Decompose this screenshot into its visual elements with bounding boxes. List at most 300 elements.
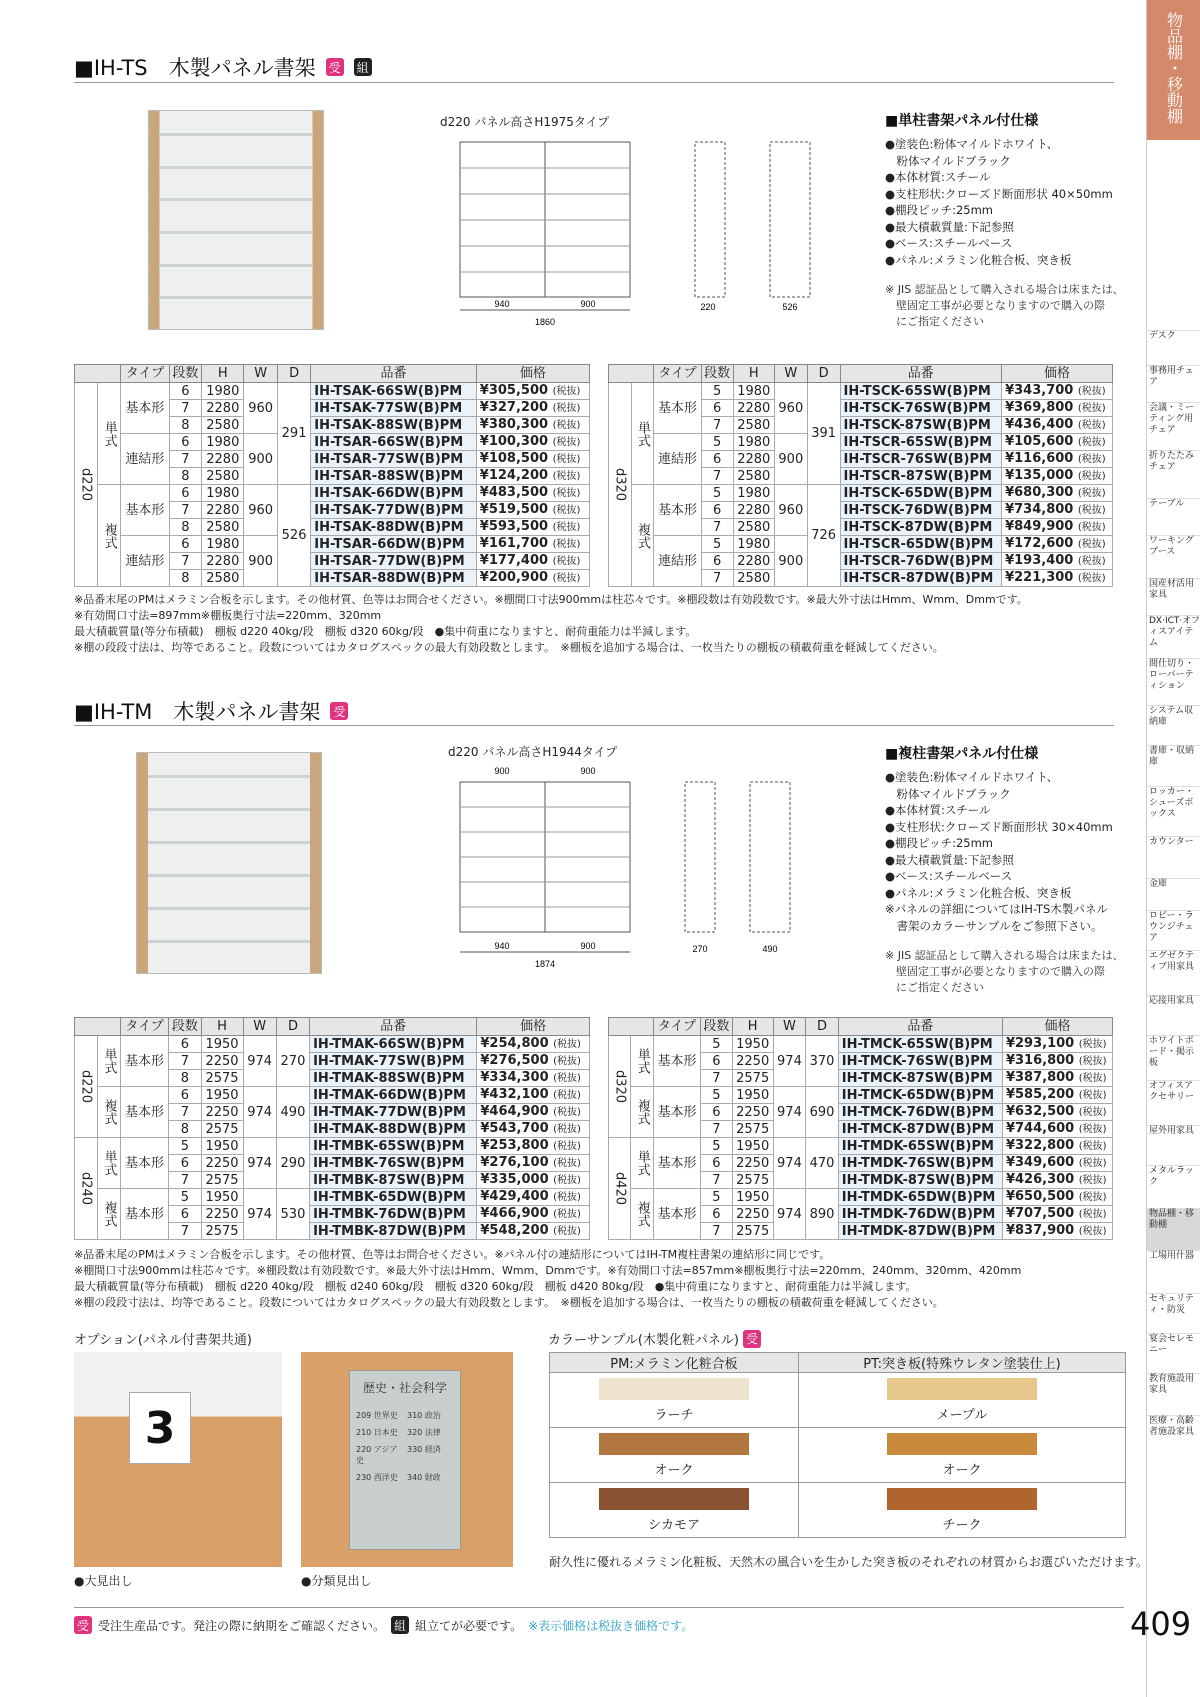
- price-cell: ¥585,200 (税抜): [1002, 1087, 1112, 1104]
- product-code-cell: IH-TSCK-76SW(B)PM: [840, 400, 1002, 417]
- price-cell: ¥221,300 (税抜): [1002, 570, 1113, 587]
- height-cell: 2280: [733, 553, 774, 570]
- tm-product-photo: [136, 752, 322, 974]
- tax-label: (税抜): [1077, 437, 1106, 448]
- sign-cell: 210 日本史: [356, 1428, 398, 1437]
- product-code-cell: IH-TSCK-87SW(B)PM: [840, 417, 1002, 434]
- header-cell: 品番: [840, 365, 1002, 383]
- product-code-cell: IH-TSAR-88SW(B)PM: [311, 468, 476, 485]
- spec-item: ●本体材質:スチール: [885, 170, 991, 184]
- price-cell: ¥349,600 (税抜): [1002, 1155, 1112, 1172]
- single-double-cell: 単式: [98, 1138, 121, 1189]
- header-cell: タイプ: [653, 1018, 700, 1036]
- sign-grid: [356, 1410, 454, 1483]
- stages-cell: 7: [169, 1053, 201, 1070]
- height-cell: 1980: [733, 536, 774, 553]
- sidebar-item[interactable]: ワーキングブース: [1147, 535, 1200, 578]
- header-cell: [75, 1018, 121, 1036]
- sidebar-item[interactable]: 宴会セレモニー: [1147, 1333, 1200, 1373]
- depth-cell: d320: [609, 1036, 631, 1138]
- color-name: チーク: [942, 1517, 982, 1533]
- stages-cell: 8: [169, 570, 202, 587]
- stages-cell: 7: [169, 400, 202, 417]
- svg-text:526: 526: [782, 302, 798, 312]
- sidebar-item[interactable]: ホワイトボード・掲示板: [1147, 1035, 1200, 1080]
- stages-cell: 7: [169, 553, 202, 570]
- tm-jis-note: [885, 948, 1125, 996]
- tm-title-text: ■IH-TM 木製パネル書架: [74, 700, 321, 724]
- product-code-cell: IH-TMBK-87DW(B)PM: [310, 1223, 477, 1240]
- header-cell: 価格: [1002, 1018, 1112, 1036]
- note-line: ※有効間口寸法=897mm※棚板奥行寸法=220mm、320mm: [74, 609, 382, 622]
- height-cell: 2580: [733, 570, 774, 587]
- svg-text:940: 940: [494, 941, 510, 951]
- tm-price-table-d320-d420: [608, 1017, 1113, 1240]
- spec-item: ●パネル:メラミン化粧合板、突き板: [885, 252, 1072, 267]
- table-row: [75, 434, 590, 451]
- width-cell: 974: [773, 1036, 806, 1087]
- height-cell: 2280: [202, 451, 244, 468]
- tax-label: (税抜): [553, 1056, 581, 1067]
- price-cell: ¥548,200 (税抜): [477, 1223, 590, 1240]
- product-code-cell: IH-TMDK-87SW(B)PM: [838, 1172, 1002, 1189]
- stages-cell: 6: [701, 1206, 733, 1223]
- height-cell: 2250: [732, 1053, 773, 1070]
- spec-item: ●最大積載質量:下記参照: [885, 852, 1014, 867]
- stages-cell: 6: [701, 1053, 733, 1070]
- tax-label: (税抜): [553, 1141, 581, 1152]
- type-cell: 基本形: [654, 485, 701, 536]
- price-cell: ¥483,500 (税抜): [476, 485, 589, 502]
- table-row: [75, 1189, 590, 1206]
- header-cell: [609, 1018, 654, 1036]
- note-line: ※棚の段段寸法は、均等であること。段数についてはカタログスペックの最大有効段数とします。 ※棚板を追加する場合は、一枚当たりの棚板の積載荷重を軽減してください。: [74, 1296, 944, 1309]
- table-row: [609, 1036, 1113, 1053]
- sidebar-item[interactable]: 医療・高齢者施設家具: [1147, 1415, 1200, 1460]
- color-swatch: [887, 1488, 1037, 1510]
- stages-cell: 7: [701, 417, 733, 434]
- height-cell: 2575: [732, 1121, 773, 1138]
- note-line: ※品番末尾のPMはメラミン合板を示します。その他材質、色等はお問合せください。※パネル付の連結形についてはIH-TM複柱書架の連結形に同じです。: [74, 1248, 831, 1261]
- depth-cell: d320: [609, 383, 632, 587]
- type-cell: 基本形: [121, 383, 169, 434]
- height-cell: 1980: [202, 383, 244, 400]
- sign-cell: 340 財政: [407, 1473, 441, 1482]
- type-cell: 基本形: [121, 1087, 169, 1138]
- sidebar-item[interactable]: 応接用家具: [1147, 995, 1200, 1035]
- height-cell: 2250: [201, 1206, 243, 1223]
- ts-notes: [74, 592, 1134, 656]
- tax-label: (税抜): [552, 488, 581, 499]
- price-cell: ¥744,600 (税抜): [1002, 1121, 1112, 1138]
- stages-cell: 7: [701, 1223, 733, 1240]
- tax-label: (税抜): [552, 386, 581, 397]
- height-cell: 1980: [202, 434, 244, 451]
- header-cell: 品番: [838, 1018, 1002, 1036]
- type-cell: 基本形: [653, 1087, 700, 1138]
- price-cell: ¥707,500 (税抜): [1002, 1206, 1112, 1223]
- type-cell: 基本形: [653, 1138, 700, 1189]
- tax-label: (税抜): [1077, 522, 1106, 533]
- height-cell: 2250: [732, 1104, 773, 1121]
- header-cell: H: [733, 365, 774, 383]
- height-cell: 1980: [733, 383, 774, 400]
- svg-text:900: 900: [580, 299, 596, 309]
- stages-cell: 7: [701, 519, 733, 536]
- sidebar-item[interactable]: オフィスアクセサリー: [1147, 1080, 1200, 1125]
- sidebar-item[interactable]: 教育施設用家具: [1147, 1373, 1200, 1415]
- price-cell: ¥316,800 (税抜): [1002, 1053, 1112, 1070]
- product-code-cell: IH-TSAR-66SW(B)PM: [311, 434, 476, 451]
- tax-label: (税抜): [553, 1107, 581, 1118]
- header-cell: タイプ: [654, 365, 701, 383]
- price-cell: ¥193,400 (税抜): [1002, 553, 1113, 570]
- table-row: [609, 536, 1113, 553]
- table-row: [75, 383, 590, 400]
- product-code-cell: IH-TSCK-65SW(B)PM: [840, 383, 1002, 400]
- ts-diagram-caption: d220 パネル高さH1975タイプ: [440, 115, 610, 129]
- height-cell: 1950: [732, 1189, 773, 1206]
- sidebar-item[interactable]: エグゼクティブ用家具: [1147, 950, 1200, 995]
- note-line: にご指定ください: [885, 981, 984, 994]
- order-tag-icon: 受: [743, 1330, 761, 1348]
- header-cell: 段数: [701, 1018, 733, 1036]
- color-row: [550, 1428, 1126, 1483]
- height-cell: 2575: [732, 1223, 773, 1240]
- stages-cell: 6: [169, 1206, 201, 1223]
- tax-label: (税抜): [553, 1175, 581, 1186]
- table-row: [609, 485, 1113, 502]
- depth-value-cell: 470: [806, 1138, 839, 1189]
- type-cell: 基本形: [121, 1036, 169, 1087]
- product-code-cell: IH-TMCK-87SW(B)PM: [838, 1070, 1002, 1087]
- single-double-cell: 単式: [631, 1036, 653, 1087]
- sidebar-item[interactable]: ロビー・ラウンジチェア: [1147, 910, 1200, 950]
- sidebar-item[interactable]: 物品棚・移動棚: [1147, 1208, 1200, 1250]
- tax-label: (税抜): [1078, 1192, 1107, 1203]
- product-code-cell: IH-TSCR-87SW(B)PM: [840, 468, 1002, 485]
- sidebar-item[interactable]: DX·ICT·オフィスアイテム: [1147, 615, 1200, 658]
- single-double-cell: 単式: [631, 1138, 653, 1189]
- stages-cell: 6: [169, 1087, 201, 1104]
- depth-cell: d220: [75, 1036, 98, 1138]
- width-cell: 974: [243, 1189, 276, 1240]
- header-cell: [75, 365, 121, 383]
- product-code-cell: IH-TMDK-65DW(B)PM: [838, 1189, 1002, 1206]
- big-label-caption: ●大見出し: [74, 1574, 133, 1588]
- product-code-cell: IH-TMBK-87SW(B)PM: [310, 1172, 477, 1189]
- price-cell: ¥135,000 (税抜): [1002, 468, 1113, 485]
- stages-cell: 6: [701, 553, 733, 570]
- tm-dimension-diagram: [440, 762, 840, 972]
- tax-label: (税抜): [1077, 471, 1106, 482]
- height-cell: 2575: [201, 1223, 243, 1240]
- table-row: [609, 383, 1113, 400]
- footer-rule: [74, 1607, 1124, 1608]
- table-row: [609, 1138, 1113, 1155]
- height-cell: 2280: [202, 400, 244, 417]
- product-code-cell: IH-TMCK-87DW(B)PM: [838, 1121, 1002, 1138]
- header-cell: 段数: [169, 1018, 201, 1036]
- depth-cell: d240: [75, 1138, 98, 1240]
- sidebar-item[interactable]: ロッカー・シューズボックス: [1147, 786, 1200, 836]
- stages-cell: 5: [701, 434, 733, 451]
- spec-item: ●ベース:スチールベース: [885, 869, 1013, 883]
- header-cell: タイプ: [121, 365, 169, 383]
- stages-cell: 8: [169, 519, 202, 536]
- tm-notes: [74, 1247, 1134, 1311]
- ts-spec-list: [885, 136, 1125, 268]
- price-cell: ¥343,700 (税抜): [1002, 383, 1113, 400]
- tm-diagram-caption: d220 パネル高さH1944タイプ: [448, 745, 618, 759]
- color-cell: [798, 1373, 1125, 1428]
- price-cell: ¥335,000 (税抜): [477, 1172, 590, 1189]
- product-code-cell: IH-TSCR-76SW(B)PM: [840, 451, 1002, 468]
- product-code-cell: IH-TMAK-66SW(B)PM: [310, 1036, 477, 1053]
- tax-label: (税抜): [1078, 1090, 1107, 1101]
- tax-label: (税抜): [553, 1124, 581, 1135]
- note-line: ※棚の段段寸法は、均等であること。段数についてはカタログスペックの最大有効段数とします。 ※棚板を追加する場合は、一枚当たりの棚板の積載荷重を軽減してください。: [74, 641, 944, 654]
- sidebar-item[interactable]: システム収納庫: [1147, 705, 1200, 745]
- product-code-cell: IH-TMAK-66DW(B)PM: [310, 1087, 477, 1104]
- stages-cell: 7: [701, 468, 733, 485]
- sidebar-item[interactable]: 金庫: [1147, 878, 1200, 910]
- table-row: [609, 1189, 1113, 1206]
- depth-cell: d420: [609, 1138, 631, 1240]
- table-row: [75, 1087, 590, 1104]
- product-code-cell: IH-TMAK-88SW(B)PM: [310, 1070, 477, 1087]
- stages-cell: 6: [169, 434, 202, 451]
- price-cell: ¥543,700 (税抜): [477, 1121, 590, 1138]
- stages-cell: 7: [169, 1223, 201, 1240]
- height-cell: 1980: [733, 485, 774, 502]
- svg-text:490: 490: [762, 944, 778, 954]
- product-code-cell: IH-TMBK-65DW(B)PM: [310, 1189, 477, 1206]
- price-cell: ¥276,100 (税抜): [477, 1155, 590, 1172]
- price-note: ※表示価格は税抜き価格です。: [528, 1618, 694, 1633]
- spec-item: 粉体マイルドブラック: [885, 153, 1011, 168]
- depth-value-cell: 290: [276, 1138, 309, 1189]
- stages-cell: 6: [701, 1155, 733, 1172]
- sidebar-item[interactable]: 国産材活用家具: [1147, 578, 1200, 615]
- width-cell: 974: [243, 1087, 276, 1138]
- type-cell: 基本形: [121, 1138, 169, 1189]
- price-cell: ¥734,800 (税抜): [1002, 502, 1113, 519]
- product-code-cell: IH-TMBK-65SW(B)PM: [310, 1138, 477, 1155]
- ts-jis-note: [885, 282, 1125, 330]
- sidebar-item[interactable]: メタルラック: [1147, 1165, 1200, 1208]
- price-cell: ¥464,900 (税抜): [477, 1104, 590, 1121]
- sidebar-item[interactable]: カウンター: [1147, 836, 1200, 878]
- tax-label: (税抜): [552, 539, 581, 550]
- colorsample-title-text: カラーサンプル(木製化粧パネル): [548, 1333, 739, 1348]
- product-code-cell: IH-TMCK-65SW(B)PM: [838, 1036, 1002, 1053]
- price-cell: ¥849,900 (税抜): [1002, 519, 1113, 536]
- height-cell: 2580: [202, 417, 244, 434]
- color-row: [550, 1483, 1126, 1538]
- header-cell: タイプ: [121, 1018, 169, 1036]
- sidebar-item[interactable]: 会議・ミーティング用チェア: [1147, 402, 1200, 450]
- tax-label: (税抜): [1078, 1141, 1107, 1152]
- product-code-cell: IH-TSAK-77SW(B)PM: [311, 400, 476, 417]
- product-code-cell: IH-TSCR-65DW(B)PM: [840, 536, 1002, 553]
- product-code-cell: IH-TSAR-77SW(B)PM: [311, 451, 476, 468]
- sidebar-item[interactable]: 間仕切り・ローパーティション: [1147, 658, 1200, 705]
- sidebar-item[interactable]: 折りたたみチェア: [1147, 450, 1200, 498]
- tm-section-title: [74, 696, 348, 726]
- order-text: 受注生産品です。発注の際に納期をご確認ください。: [98, 1618, 386, 1633]
- stages-cell: 7: [169, 1104, 201, 1121]
- header-cell: D: [807, 365, 840, 383]
- color-name: オーク: [654, 1462, 694, 1478]
- sign-cell: 220 アジア史: [356, 1445, 398, 1465]
- ts-price-table-d220: [74, 364, 590, 587]
- single-double-cell: 複式: [98, 1087, 121, 1138]
- product-code-cell: IH-TMDK-65SW(B)PM: [838, 1138, 1002, 1155]
- product-code-cell: IH-TMAK-77DW(B)PM: [310, 1104, 477, 1121]
- height-cell: 2280: [202, 553, 244, 570]
- stages-cell: 7: [701, 1121, 733, 1138]
- type-cell: 連結形: [654, 434, 701, 485]
- single-double-cell: 複式: [98, 485, 121, 587]
- price-cell: ¥293,100 (税抜): [1002, 1036, 1112, 1053]
- stages-cell: 7: [169, 502, 202, 519]
- tax-label: (税抜): [1078, 1073, 1107, 1084]
- price-cell: ¥276,500 (税抜): [477, 1053, 590, 1070]
- spec-item: 書架のカラーサンプルをご参照下さい。: [885, 918, 1103, 933]
- height-cell: 2575: [732, 1070, 773, 1087]
- product-code-cell: IH-TMCK-76DW(B)PM: [838, 1104, 1002, 1121]
- header-cell: W: [244, 365, 277, 383]
- height-cell: 2580: [733, 519, 774, 536]
- header-cell: H: [732, 1018, 773, 1036]
- sign-title: 歴史・社会科学: [362, 1381, 447, 1395]
- product-code-cell: IH-TSAR-77DW(B)PM: [311, 553, 476, 570]
- color-swatch: [887, 1433, 1037, 1455]
- width-cell: 974: [773, 1189, 806, 1240]
- note-line: 壁固定工事が必要となりますので購入の際: [885, 965, 1105, 978]
- sidebar-item[interactable]: 書庫・収納庫: [1147, 745, 1200, 786]
- stages-cell: 5: [701, 536, 733, 553]
- product-code-cell: IH-TSAK-88DW(B)PM: [311, 519, 476, 536]
- order-tag-icon: 受: [330, 702, 348, 720]
- product-code-cell: IH-TSCK-76DW(B)PM: [840, 502, 1002, 519]
- spec-item: ●最大積載質量:下記参照: [885, 219, 1014, 234]
- height-cell: 2250: [201, 1104, 243, 1121]
- header-cell: W: [773, 1018, 806, 1036]
- product-code-cell: IH-TMAK-88DW(B)PM: [310, 1121, 477, 1138]
- sidebar-item[interactable]: デスク: [1147, 330, 1200, 365]
- stages-cell: 8: [169, 417, 202, 434]
- svg-text:900: 900: [580, 941, 596, 951]
- tm-spec-title: ■複柱書架パネル付仕様: [885, 746, 1039, 762]
- product-code-cell: IH-TSAR-66DW(B)PM: [311, 536, 476, 553]
- depth-value-cell: 726: [807, 485, 840, 587]
- tax-label: (税抜): [1077, 454, 1106, 465]
- tax-label: (税抜): [1077, 505, 1106, 516]
- height-cell: 2575: [201, 1172, 243, 1189]
- width-cell: 960: [244, 485, 277, 536]
- tax-label: (税抜): [552, 556, 581, 567]
- height-cell: 1950: [201, 1189, 243, 1206]
- product-code-cell: IH-TSCR-76DW(B)PM: [840, 553, 1002, 570]
- header-cell: H: [202, 365, 244, 383]
- height-cell: 2280: [733, 400, 774, 417]
- product-code-cell: IH-TSAK-77DW(B)PM: [311, 502, 476, 519]
- header-cell: D: [277, 365, 310, 383]
- height-cell: 2250: [732, 1206, 773, 1223]
- ts-spec-title: ■単柱書架パネル付仕様: [885, 113, 1039, 129]
- price-cell: ¥466,900 (税抜): [477, 1206, 590, 1223]
- stages-cell: 6: [701, 451, 733, 468]
- price-cell: ¥519,500 (税抜): [476, 502, 589, 519]
- price-cell: ¥837,900 (税抜): [1002, 1223, 1112, 1240]
- sidebar-item[interactable]: 屋外用家具: [1147, 1125, 1200, 1165]
- single-double-cell: 複式: [631, 485, 654, 587]
- depth-value-cell: 490: [276, 1087, 309, 1138]
- header-cell: [609, 365, 654, 383]
- height-cell: 1950: [201, 1036, 243, 1053]
- tax-label: (税抜): [552, 420, 581, 431]
- sidebar-item[interactable]: 事務用チェア: [1147, 365, 1200, 402]
- product-code-cell: IH-TMBK-76SW(B)PM: [310, 1155, 477, 1172]
- sidebar-item[interactable]: セキュリティ・防災: [1147, 1293, 1200, 1333]
- height-cell: 1950: [201, 1138, 243, 1155]
- price-cell: ¥254,800 (税抜): [477, 1036, 590, 1053]
- depth-value-cell: 370: [806, 1036, 839, 1087]
- price-cell: ¥432,100 (税抜): [477, 1087, 590, 1104]
- stages-cell: 7: [169, 451, 202, 468]
- ts-section-title: [74, 52, 372, 82]
- header-cell: 段数: [701, 365, 733, 383]
- width-cell: 974: [243, 1138, 276, 1189]
- product-code-cell: IH-TSCR-87DW(B)PM: [840, 570, 1002, 587]
- product-code-cell: IH-TMBK-76DW(B)PM: [310, 1206, 477, 1223]
- sidebar-item[interactable]: 工場用什器: [1147, 1250, 1200, 1293]
- tax-label: (税抜): [553, 1209, 581, 1220]
- header-cell: W: [243, 1018, 276, 1036]
- color-name: メープル: [936, 1407, 988, 1423]
- order-tag-icon: 受: [326, 58, 344, 76]
- type-cell: 基本形: [654, 383, 701, 434]
- price-cell: ¥436,400 (税抜): [1002, 417, 1113, 434]
- price-cell: ¥632,500 (税抜): [1002, 1104, 1112, 1121]
- price-cell: ¥305,500 (税抜): [476, 383, 589, 400]
- page-number: 409: [1130, 1605, 1192, 1643]
- product-code-cell: IH-TSAR-88DW(B)PM: [311, 570, 476, 587]
- height-cell: 1980: [202, 485, 244, 502]
- tax-label: (税抜): [1077, 420, 1106, 431]
- tax-label: (税抜): [553, 1039, 581, 1050]
- stages-cell: 5: [701, 1087, 733, 1104]
- height-cell: 1980: [733, 434, 774, 451]
- price-cell: ¥100,300 (税抜): [476, 434, 589, 451]
- sidebar-item[interactable]: テーブル: [1147, 498, 1200, 535]
- option-sign-photo: [301, 1352, 513, 1567]
- color-cell: [550, 1373, 799, 1428]
- sign-cell: 230 西洋史: [356, 1473, 398, 1482]
- width-cell: 900: [774, 536, 807, 587]
- ts-price-table-d320: [608, 364, 1113, 587]
- note-line: ※ JIS 認証品として購入される場合は床または、: [885, 949, 1124, 962]
- tax-label: (税抜): [552, 403, 581, 414]
- tax-label: (税抜): [552, 454, 581, 465]
- svg-text:940: 940: [494, 299, 510, 309]
- product-code-cell: IH-TSCK-65DW(B)PM: [840, 485, 1002, 502]
- price-cell: ¥253,800 (税抜): [477, 1138, 590, 1155]
- product-code-cell: IH-TMCK-65DW(B)PM: [838, 1087, 1002, 1104]
- stages-cell: 6: [701, 400, 733, 417]
